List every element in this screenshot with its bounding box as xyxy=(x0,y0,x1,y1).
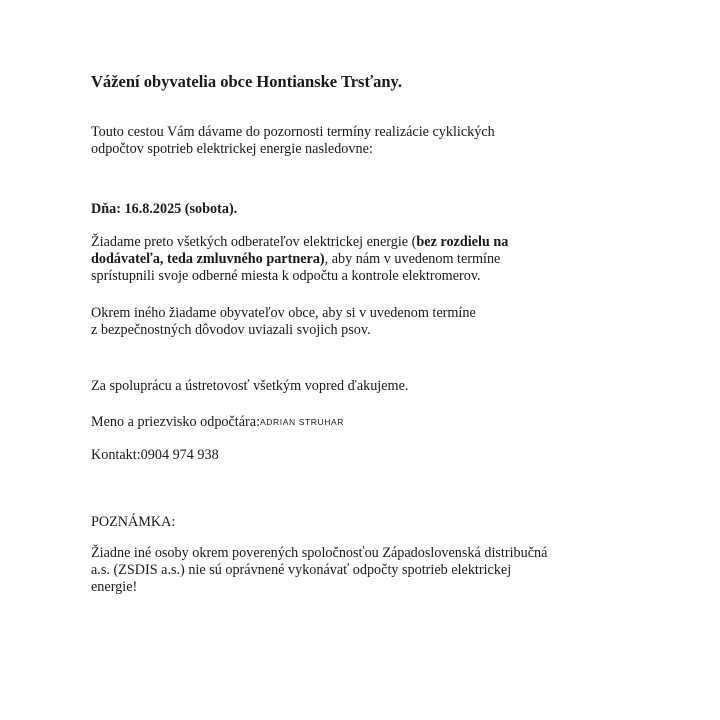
date-line: Dňa: 16.8.2025 (sobota). xyxy=(91,201,238,217)
note-paragraph xyxy=(91,545,611,596)
dogs-line-2: z bezpečnostných dôvodov uviazali svojich psov. xyxy=(91,322,371,338)
note-line-2: a.s. (ZSDIS a.s.) nie sú oprávnené vykonávať odpočty spotrieb elektrickej xyxy=(91,562,512,578)
request-line-2 xyxy=(91,251,611,268)
reader-name: ADRIAN STRUHAR xyxy=(260,417,344,427)
reader-label: Meno a priezvisko odpočtára: xyxy=(91,414,261,430)
dogs-paragraph xyxy=(91,305,611,339)
dogs-line-1: Okrem iného žiadame obyvateľov obce, aby si v uvedenom termíne xyxy=(91,305,476,321)
request-line-2-bold: dodávateľa, teda zmluvného partnera) xyxy=(91,251,325,267)
page-title: Vážení obyvatelia obce Hontianske Trsťany. xyxy=(91,72,402,91)
note-line-1: Žiadne iné osoby okrem poverených spoločnosťou Západoslovenská distribučná xyxy=(91,545,548,561)
contact-label: Kontakt: xyxy=(91,447,141,463)
intro-line-2: odpočtov spotrieb elektrickej energie nasledovne: xyxy=(91,141,373,157)
intro-line-1: Touto cestou Vám dávame do pozornosti termíny realizácie cyklických xyxy=(91,124,495,140)
contact-phone: 0904 974 938 xyxy=(140,447,219,463)
request-line-1-bold: bez rozdielu na xyxy=(416,234,509,250)
request-line-1-text: Žiadame preto všetkých odberateľov elektrickej energie ( xyxy=(91,234,417,250)
request-line-3: sprístupnili svoje odberné miesta k odpočtu a kontrole elektromerov. xyxy=(91,268,481,284)
request-line-1 xyxy=(91,234,611,251)
contact-line xyxy=(91,447,611,464)
reader-line xyxy=(91,414,611,431)
note-heading: POZNÁMKA: xyxy=(91,514,176,530)
note-line-3: energie! xyxy=(91,579,138,595)
request-line-2-text: , aby nám v uvedenom termíne xyxy=(324,251,501,267)
intro-paragraph xyxy=(91,124,611,158)
thanks-line: Za spoluprácu a ústretovosť všetkým vopred ďakujeme. xyxy=(91,378,409,394)
request-paragraph xyxy=(91,234,611,285)
